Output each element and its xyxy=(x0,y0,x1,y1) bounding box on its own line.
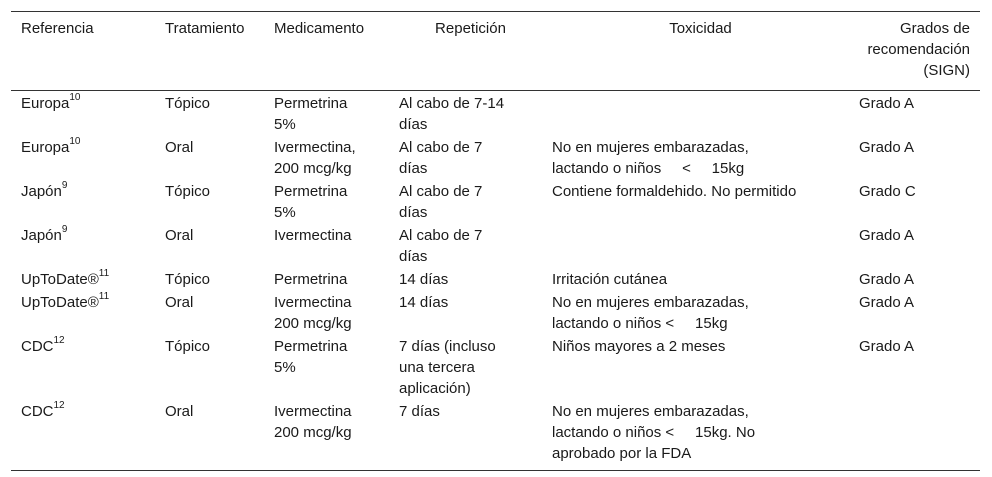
header-grados xyxy=(849,12,980,91)
citation-number: 11 xyxy=(98,268,110,279)
table-row xyxy=(11,399,980,471)
cell-medicamento xyxy=(264,334,389,399)
header-toxicidad: Toxicidad xyxy=(669,20,732,37)
cell-tratamiento xyxy=(155,290,264,334)
recommendation-grade: Grado A xyxy=(859,271,915,288)
repetition-line-1: 7 días xyxy=(399,403,440,420)
cell-repeticion xyxy=(389,399,542,471)
cell-grado xyxy=(849,267,980,290)
header-grados-line3: (SIGN) xyxy=(923,62,970,79)
treatment-type: Oral xyxy=(165,139,194,156)
cell-medicamento xyxy=(264,290,389,334)
cell-medicamento xyxy=(264,135,389,179)
cell-toxicidad xyxy=(542,91,849,136)
cell-tratamiento xyxy=(155,179,264,223)
drug-line-1: Ivermectina xyxy=(274,294,352,311)
cell-referencia xyxy=(11,179,155,223)
drug-line-2: 200 mcg/kg xyxy=(274,315,352,332)
table-row xyxy=(11,179,980,223)
citation-number: 10 xyxy=(69,136,81,147)
cell-repeticion xyxy=(389,135,542,179)
header-repeticion: Repetición xyxy=(435,20,506,37)
cell-repeticion xyxy=(389,267,542,290)
treatment-type: Tópico xyxy=(165,95,211,112)
cell-grado xyxy=(849,399,980,471)
toxicity-line-1: Contiene formaldehido. No permitido xyxy=(552,183,797,200)
cell-tratamiento xyxy=(155,223,264,267)
drug-line-1: Permetrina xyxy=(274,183,348,200)
drug-line-2: 5% xyxy=(274,359,296,376)
drug-line-2: 200 mcg/kg xyxy=(274,424,352,441)
cell-referencia xyxy=(11,223,155,267)
recommendations-table-wrapper xyxy=(11,11,980,471)
cell-grado xyxy=(849,334,980,399)
citation-number: 10 xyxy=(69,92,81,103)
table-row xyxy=(11,135,980,179)
cell-grado xyxy=(849,135,980,179)
treatment-type: Oral xyxy=(165,403,194,420)
cell-tratamiento xyxy=(155,399,264,471)
toxicity-line-1: No en mujeres embarazadas, xyxy=(552,294,749,311)
cell-medicamento xyxy=(264,399,389,471)
cell-grado xyxy=(849,91,980,136)
recommendation-grade: Grado C xyxy=(859,183,916,200)
cell-medicamento xyxy=(264,267,389,290)
cell-referencia xyxy=(11,399,155,471)
repetition-line-1: 7 días (incluso xyxy=(399,338,496,355)
repetition-line-1: Al cabo de 7 xyxy=(399,227,483,244)
drug-line-1: Permetrina xyxy=(274,95,348,112)
cell-tratamiento xyxy=(155,334,264,399)
cell-medicamento xyxy=(264,223,389,267)
drug-line-1: Permetrina xyxy=(274,271,348,288)
table-row xyxy=(11,290,980,334)
cell-repeticion xyxy=(389,334,542,399)
cell-medicamento xyxy=(264,91,389,136)
cell-grado xyxy=(849,290,980,334)
cell-repeticion xyxy=(389,179,542,223)
treatment-type: Oral xyxy=(165,294,194,311)
reference-name: Europa xyxy=(21,95,70,112)
repetition-line-1: Al cabo de 7-14 xyxy=(399,95,505,112)
treatment-type: Tópico xyxy=(165,183,211,200)
recommendation-grade: Grado A xyxy=(859,139,915,156)
table-row xyxy=(11,267,980,290)
recommendation-grade: Grado A xyxy=(859,338,915,355)
reference-name: CDC xyxy=(21,403,54,420)
toxicity-line-1: No en mujeres embarazadas, xyxy=(552,139,749,156)
reference-name: UpToDate® xyxy=(21,294,99,311)
repetition-line-2: días xyxy=(399,204,428,221)
cell-toxicidad xyxy=(542,399,849,471)
header-tratamiento: Tratamiento xyxy=(165,20,245,37)
repetition-line-2: días xyxy=(399,160,428,177)
drug-line-1: Ivermectina xyxy=(274,403,352,420)
citation-number: 9 xyxy=(61,180,68,191)
cell-toxicidad xyxy=(542,179,849,223)
recommendations-table xyxy=(11,11,980,471)
header-grados-line2: recomendación xyxy=(867,41,970,58)
repetition-line-2: días xyxy=(399,116,428,133)
drug-line-2: 5% xyxy=(274,204,296,221)
repetition-line-1: 14 días xyxy=(399,271,449,288)
cell-referencia xyxy=(11,267,155,290)
table-row xyxy=(11,91,980,136)
reference-name: Japón xyxy=(21,227,62,244)
cell-toxicidad xyxy=(542,267,849,290)
recommendation-grade: Grado A xyxy=(859,95,915,112)
cell-grado xyxy=(849,179,980,223)
header-grados-line1: Grados de xyxy=(899,20,970,37)
recommendation-grade: Grado A xyxy=(859,227,915,244)
cell-toxicidad xyxy=(542,135,849,179)
repetition-line-1: Al cabo de 7 xyxy=(399,139,483,156)
table-row xyxy=(11,334,980,399)
reference-name: Europa xyxy=(21,139,70,156)
cell-tratamiento xyxy=(155,135,264,179)
citation-number: 12 xyxy=(53,400,65,411)
cell-referencia xyxy=(11,91,155,136)
cell-tratamiento xyxy=(155,267,264,290)
drug-line-1: Permetrina xyxy=(274,338,348,355)
cell-repeticion xyxy=(389,223,542,267)
header-medicamento: Medicamento xyxy=(274,20,365,37)
table-row xyxy=(11,223,980,267)
cell-grado xyxy=(849,223,980,267)
header-referencia: Referencia xyxy=(21,20,94,37)
table-header-row xyxy=(11,12,980,91)
repetition-line-2: una tercera xyxy=(399,359,475,376)
toxicity-line-1: Irritación cutánea xyxy=(552,271,668,288)
repetition-line-1: Al cabo de 7 xyxy=(399,183,483,200)
treatment-type: Oral xyxy=(165,227,194,244)
cell-toxicidad xyxy=(542,290,849,334)
cell-referencia xyxy=(11,334,155,399)
citation-number: 12 xyxy=(53,335,65,346)
citation-number: 11 xyxy=(98,291,110,302)
toxicity-line-1: Niños mayores a 2 meses xyxy=(552,338,726,355)
toxicity-line-3: aprobado por la FDA xyxy=(552,445,692,462)
toxicity-line-2: lactando o niños < 15kg xyxy=(552,160,745,177)
reference-name: UpToDate® xyxy=(21,271,99,288)
drug-line-2: 5% xyxy=(274,116,296,133)
repetition-line-3: aplicación) xyxy=(399,380,471,397)
cell-referencia xyxy=(11,290,155,334)
repetition-line-1: 14 días xyxy=(399,294,449,311)
reference-name: Japón xyxy=(21,183,62,200)
cell-toxicidad xyxy=(542,223,849,267)
treatment-type: Tópico xyxy=(165,338,211,355)
cell-toxicidad xyxy=(542,334,849,399)
drug-line-1: Ivermectina xyxy=(274,227,352,244)
reference-name: CDC xyxy=(21,338,54,355)
cell-referencia xyxy=(11,135,155,179)
cell-tratamiento xyxy=(155,91,264,136)
citation-number: 9 xyxy=(61,224,68,235)
toxicity-line-2: lactando o niños < 15kg. No xyxy=(552,424,756,441)
treatment-type: Tópico xyxy=(165,271,211,288)
toxicity-line-1: No en mujeres embarazadas, xyxy=(552,403,749,420)
cell-medicamento xyxy=(264,179,389,223)
repetition-line-2: días xyxy=(399,248,428,265)
drug-line-1: Ivermectina, xyxy=(274,139,356,156)
recommendation-grade: Grado A xyxy=(859,294,915,311)
drug-line-2: 200 mcg/kg xyxy=(274,160,352,177)
cell-repeticion xyxy=(389,290,542,334)
toxicity-line-2: lactando o niños < 15kg xyxy=(552,315,728,332)
cell-repeticion xyxy=(389,91,542,136)
